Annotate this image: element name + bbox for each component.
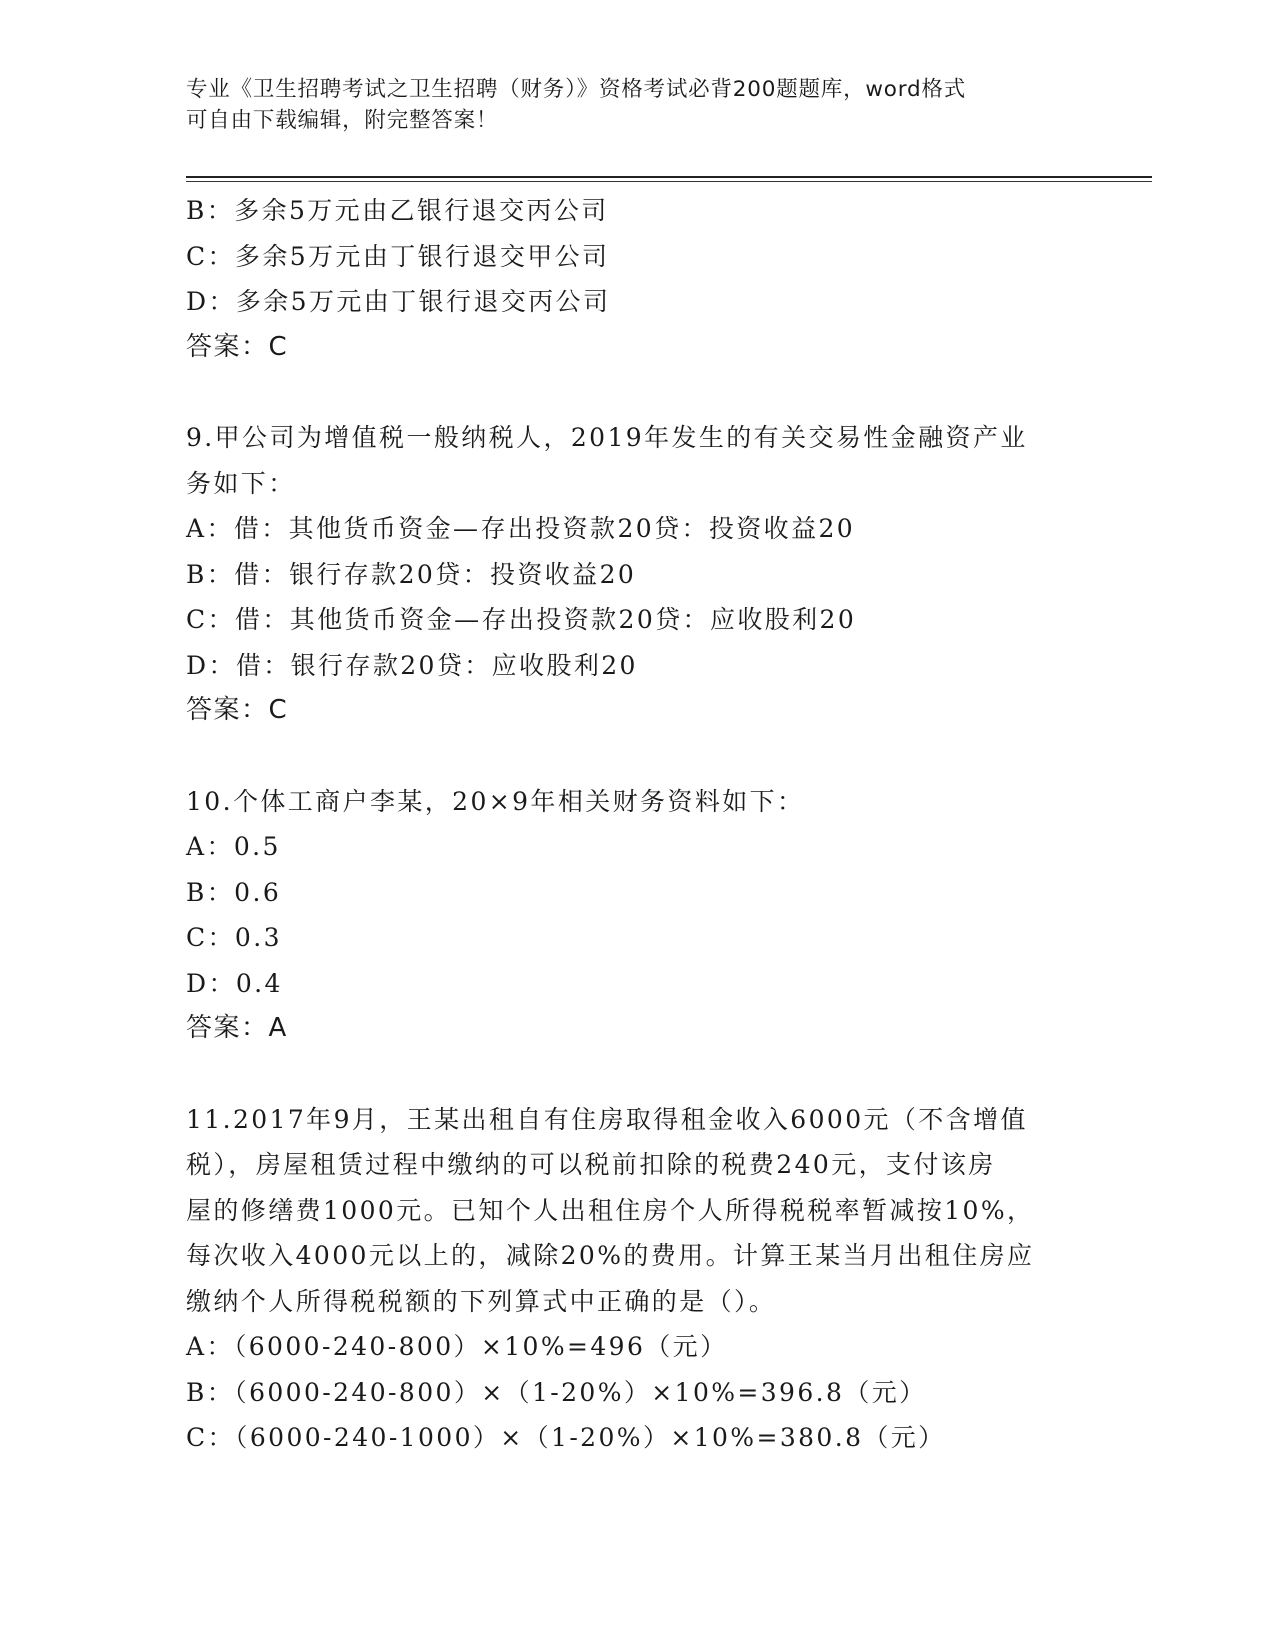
q9-option-d: D：借：银行存款20贷：应收股利20 — [186, 650, 638, 680]
q10-answer: 答案：A — [186, 1013, 288, 1043]
header-divider-thin — [186, 181, 1152, 182]
header-line-2: 可自由下载编辑，附完整答案！ — [186, 108, 499, 133]
q11-option-b: B：（6000-240-800）×（1-20%）×10%=396.8（元） — [186, 1377, 927, 1407]
q11-option-a: A：（6000-240-800）×10%=496（元） — [186, 1332, 728, 1361]
question-10-block — [186, 779, 1086, 1052]
q9-option-a: A：借：其他货币资金—存出投资款20贷：投资收益20 — [186, 514, 856, 543]
q8-option-c: C：多余5万元由丁银行退交甲公司 — [186, 241, 610, 271]
question-11-block — [186, 1097, 1086, 1461]
q10-option-d: D：0.4 — [186, 968, 283, 998]
q10-option-b: B：0.6 — [186, 877, 282, 907]
q8-option-b: B：多余5万元由乙银行退交丙公司 — [186, 196, 609, 225]
q9-answer: 答案：C — [186, 695, 289, 725]
header-divider — [186, 176, 1152, 178]
q9-option-b: B：借：银行存款20贷：投资收益20 — [186, 559, 637, 589]
header-line-1: 专业《卫生招聘考试之卫生招聘（财务）》资格考试必背200题题库，word格式 — [186, 77, 967, 102]
q8-option-d: D：多余5万元由丁银行退交丙公司 — [186, 287, 611, 316]
q11-option-c: C：（6000-240-1000）×（1-20%）×10%=380.8（元） — [186, 1423, 946, 1452]
document-header — [186, 74, 1066, 136]
q10-option-c: C：0.3 — [186, 923, 282, 952]
q11-stem-line-4: 每次收入4000元以上的，减除20%的费用。计算王某当月出租住房应 — [186, 1241, 1035, 1270]
q8-answer: 答案：C — [186, 331, 289, 362]
question-8-block — [186, 188, 1086, 370]
q9-stem-line-1: 9.甲公司为增值税一般纳税人，2019年发生的有关交易性金融资产业 — [186, 423, 1028, 452]
q11-stem-line-5: 缴纳个人所得税税额的下列算式中正确的是（）。 — [186, 1286, 777, 1316]
question-9-block — [186, 415, 1086, 734]
q9-stem-line-2: 务如下： — [186, 468, 296, 498]
q11-stem-line-2: 税），房屋租赁过程中缴纳的可以税前扣除的税费240元，支付该房 — [186, 1150, 996, 1179]
q9-option-c: C：借：其他货币资金—存出投资款20贷：应收股利20 — [186, 605, 857, 634]
q10-option-a: A：0.5 — [186, 832, 281, 861]
q11-stem-line-3: 屋的修缮费1000元。已知个人出租住房个人所得税税率暂减按10%， — [186, 1195, 1035, 1225]
q10-stem-line-1: 10.个体工商户李某，20×9年相关财务资料如下： — [186, 786, 805, 816]
document-body — [186, 188, 1086, 1461]
q11-stem-line-1: 11.2017年9月，王某出租自有住房取得租金收入6000元（不含增值 — [186, 1104, 1028, 1134]
